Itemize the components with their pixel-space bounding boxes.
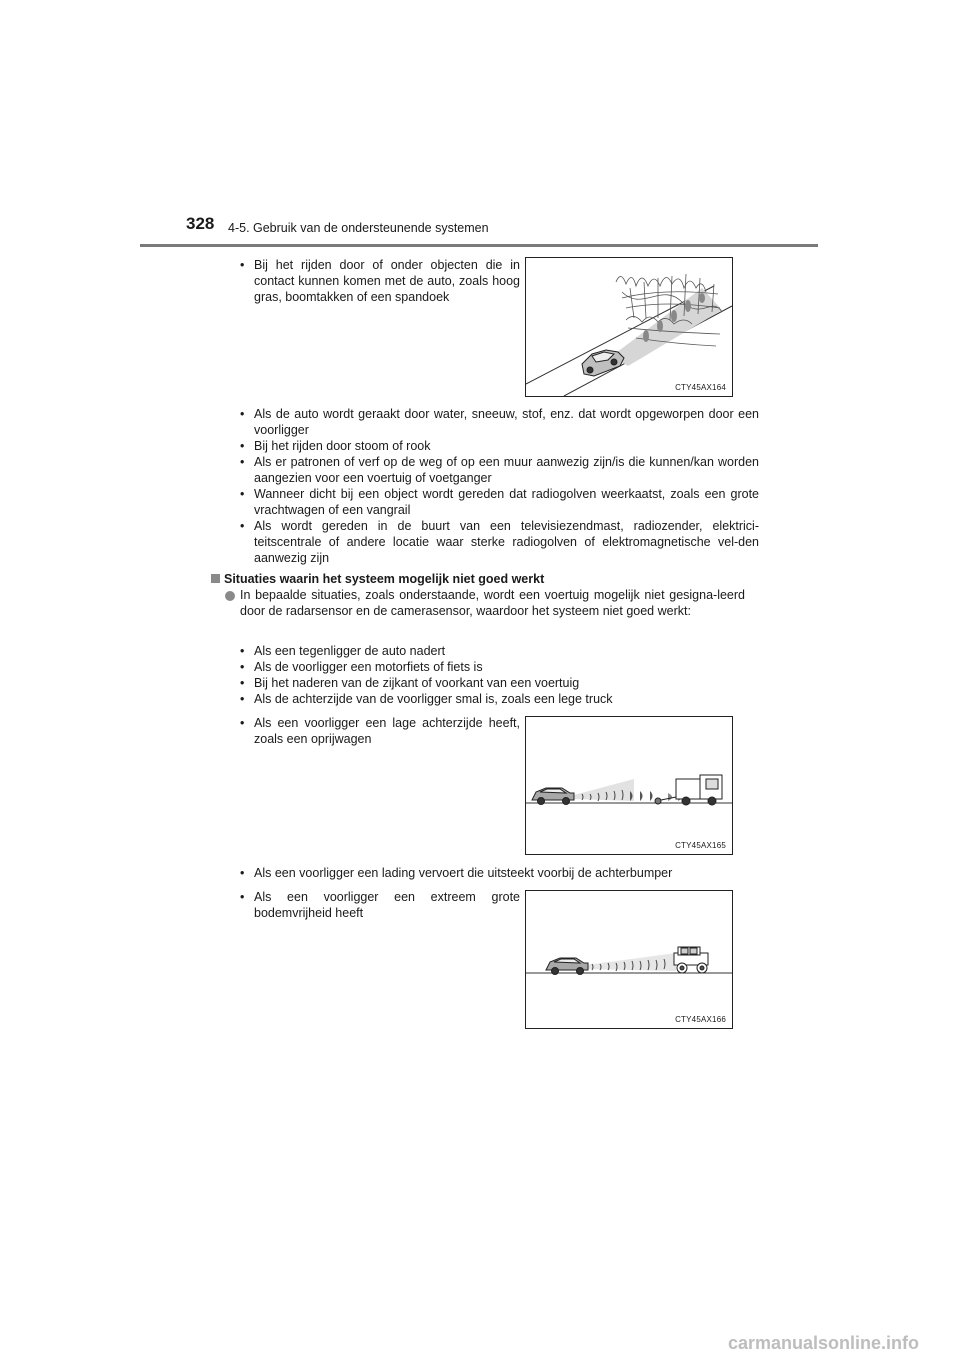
bullet-dot: • [240,439,245,453]
circle-bullet-icon [225,591,235,601]
page-number: 328 [186,214,215,233]
bullet-tv [240,518,759,566]
figure-code: CTY45AX166 [675,1015,726,1024]
bullet-cargo-text: Als een voorligger een lading vervoert die uitsteekt voorbij de achterbumper [254,866,673,880]
bullet-low-rear [240,715,520,747]
bullet-oncoming-text: Als een tegenligger de auto nadert [254,644,446,658]
bullet-dot: • [240,487,245,501]
bullet-reflect-text: Wanneer dicht bij een object wordt gereden dat radiogolven weerkaatst, zoals een grote vrachtwagen of een vangrail [254,487,759,517]
suv [674,947,708,973]
figure-high-clearance-vehicle [525,890,733,1029]
figure-tall-grass [525,257,733,397]
header-rule [140,244,818,247]
illustration-car-and-suv [526,891,732,1028]
figure-low-rear-vehicle [525,716,733,855]
figure-code: CTY45AX165 [675,841,726,850]
bullet-water-text: Als de auto wordt geraakt door water, sneeuw, stof, enz. dat wordt opgeworpen door een voorligger [254,407,759,437]
bullet-clearance [240,889,520,921]
section-heading-text: Situaties waarin het systeem mogelijk niet goed werkt [224,572,545,586]
bullet-dot: • [240,258,245,272]
bullet-objects-text: Bij het rijden door of onder objecten die in contact kunnen komen met de auto, zoals hoog gras, boomtakken of een spandoek [254,258,520,304]
car [532,788,574,805]
bullet-reflect [240,486,759,518]
bullet-tv-text: Als wordt gereden in de buurt van een televisiezendmast, radiozender, elektrici-teitscentrale of andere locatie waar sterke radiogolven of elektromagnetische vel-den aanwezig zijn [254,519,759,565]
bullet-dot: • [240,455,245,469]
bullet-clearance-text: Als een voorligger een extreem grote bodemvrijheid heeft [254,890,520,920]
watermark: carmanualsonline.info [728,1333,920,1353]
section-intro: In bepaalde situaties, zoals onderstaande, wordt een voertuig mogelijk niet gesigna-leerd door de radarsensor en de camerasensor, waardoor het systeem niet goed werkt: [240,588,745,618]
car [546,958,588,975]
bullet-steam [240,438,759,454]
chapter-title: 4-5. Gebruik van de ondersteunende systemen [228,221,489,235]
bullet-dot: • [240,407,245,421]
illustration-car-through-grass [526,258,732,396]
bullet-dot: • [240,644,245,658]
bullet-water [240,406,759,438]
bullet-narrow-rear-text: Als de achterzijde van de voorligger smal is, zoals een lege truck [254,692,613,706]
bullet-objects [240,257,520,305]
bullet-motorcycle-text: Als de voorligger een motorfiets of fiets is [254,660,483,674]
bullet-oncoming [240,643,759,659]
figure-code: CTY45AX164 [675,383,726,392]
square-bullet-icon [211,574,220,583]
illustration-car-and-tow-truck [526,717,732,854]
bullet-dot: • [240,660,245,674]
bullet-dot: • [240,676,245,690]
bullet-steam-text: Bij het rijden door stoom of rook [254,439,431,453]
bullet-narrow-rear [240,691,759,707]
bullet-motorcycle [240,659,759,675]
bullet-patterns [240,454,759,486]
bullet-dot: • [240,692,245,706]
bullet-dot: • [240,716,245,730]
bullet-cargo [240,865,759,881]
bullet-dot: • [240,519,245,533]
bullet-low-rear-text: Als een voorligger een lage achterzijde heeft, zoals een oprijwagen [254,716,520,746]
bullet-side-approach-text: Bij het naderen van de zijkant of voorkant van een voertuig [254,676,580,690]
tow-truck [655,775,722,805]
bullet-dot: • [240,890,245,904]
bullet-side-approach [240,675,759,691]
bullet-dot: • [240,866,245,880]
section-heading [211,572,544,586]
bullet-patterns-text: Als er patronen of verf op de weg of op een muur aanwezig zijn/is die kunnen/kan worden aangezien voor een voertuig of voetganger [254,455,759,485]
car [582,350,624,376]
